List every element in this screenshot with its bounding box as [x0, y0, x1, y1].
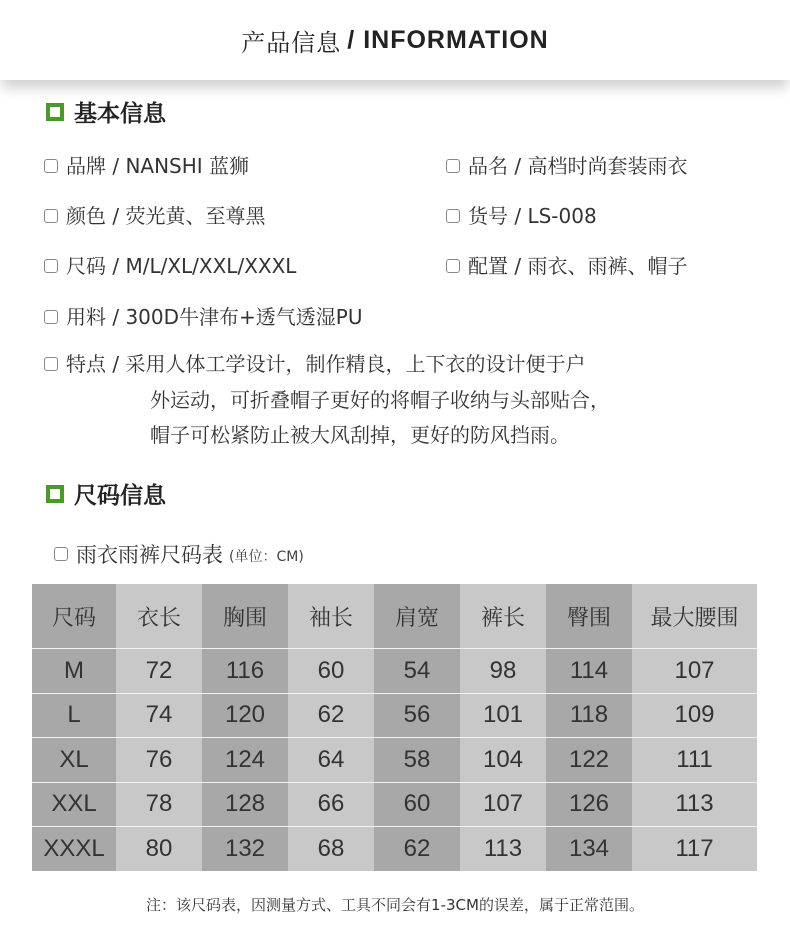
size-info-title: 尺码信息 — [74, 483, 166, 509]
table-row — [32, 826, 757, 871]
table-cell: XL — [32, 738, 116, 782]
checkbox-icon — [44, 357, 58, 371]
features-line-2: 外运动，可折叠帽子更好的将帽子收纳与头部贴合， — [150, 388, 610, 412]
basic-info-title: 基本信息 — [74, 101, 166, 127]
table-cell: 54 — [374, 649, 460, 693]
table-cell: M — [32, 649, 116, 693]
table-header-cell: 胸围 — [202, 584, 288, 648]
checkbox-icon — [44, 159, 58, 173]
table-cell: 72 — [116, 649, 202, 693]
table-cell: 114 — [546, 649, 632, 693]
table-header-cell: 臀围 — [546, 584, 632, 648]
page-header — [0, 0, 790, 80]
table-cell: XXL — [32, 783, 116, 827]
basic-info-heading — [46, 95, 166, 128]
table-row — [32, 648, 757, 693]
info-product-name-text: 品名 / 高档时尚套装雨衣 — [468, 154, 688, 178]
size-chart-unit: (单位：CM) — [229, 549, 304, 565]
table-cell: 74 — [116, 694, 202, 738]
table-cell: 111 — [632, 738, 757, 782]
table-cell: 80 — [116, 827, 202, 871]
size-info-heading — [46, 477, 166, 510]
size-chart-subtitle — [54, 539, 304, 569]
table-cell: 64 — [288, 738, 374, 782]
table-cell: 128 — [202, 783, 288, 827]
table-header-cell: 肩宽 — [374, 584, 460, 648]
info-product-name — [446, 156, 687, 176]
table-cell: 113 — [460, 827, 546, 871]
info-sizes-text: 尺码 / M/L/XL/XXL/XXXL — [66, 254, 297, 278]
table-cell: 56 — [374, 694, 460, 738]
features-line-3: 帽子可松紧防止被大风刮掉，更好的防风挡雨。 — [150, 423, 570, 447]
table-cell: XXXL — [32, 827, 116, 871]
square-bullet-icon — [46, 485, 64, 503]
table-cell: 126 — [546, 783, 632, 827]
table-cell: 76 — [116, 738, 202, 782]
table-cell: 113 — [632, 783, 757, 827]
table-cell: 124 — [202, 738, 288, 782]
table-cell: 120 — [202, 694, 288, 738]
table-cell: 118 — [546, 694, 632, 738]
table-row — [32, 737, 757, 782]
table-header-cell: 袖长 — [288, 584, 374, 648]
table-cell: 104 — [460, 738, 546, 782]
checkbox-icon — [44, 310, 58, 324]
table-header-cell: 尺码 — [32, 584, 116, 648]
table-cell: 109 — [632, 694, 757, 738]
info-item-number-text: 货号 / LS-008 — [468, 204, 597, 228]
header-title-en: / INFORMATION — [347, 25, 549, 54]
checkbox-icon — [44, 209, 58, 223]
table-cell: 117 — [632, 827, 757, 871]
info-item-number — [446, 206, 597, 226]
table-header-row — [32, 584, 757, 648]
info-sizes — [44, 256, 296, 276]
table-cell: 58 — [374, 738, 460, 782]
size-chart-label: 雨衣雨裤尺码表 — [76, 543, 223, 567]
info-features — [44, 354, 585, 374]
header-title-cn: 产品信息 — [241, 28, 342, 57]
table-cell: 62 — [374, 827, 460, 871]
table-cell: 60 — [374, 783, 460, 827]
checkbox-icon — [446, 259, 460, 273]
table-cell: 116 — [202, 649, 288, 693]
checkbox-icon — [446, 159, 460, 173]
info-config — [446, 256, 687, 276]
table-header-cell: 最大腰围 — [632, 584, 757, 648]
size-note: 注：该尺码表，因测量方式、工具不同会有1-3CM的误差，属于正常范围。 — [146, 896, 644, 914]
table-row — [32, 693, 757, 738]
table-cell: 66 — [288, 783, 374, 827]
checkbox-icon — [446, 209, 460, 223]
table-cell: L — [32, 694, 116, 738]
size-table — [32, 584, 757, 877]
square-bullet-icon — [46, 103, 64, 121]
info-color — [44, 206, 265, 226]
table-cell: 132 — [202, 827, 288, 871]
table-cell: 107 — [632, 649, 757, 693]
features-line-1: 特点 / 采用人体工学设计，制作精良，上下衣的设计便于户 — [66, 352, 586, 376]
table-row — [32, 782, 757, 827]
info-material-text: 用料 / 300D牛津布+透气透湿PU — [66, 305, 363, 329]
table-cell: 134 — [546, 827, 632, 871]
table-cell: 98 — [460, 649, 546, 693]
table-header-cell: 衣长 — [116, 584, 202, 648]
table-header-cell: 裤长 — [460, 584, 546, 648]
info-color-text: 颜色 / 荧光黄、至尊黑 — [66, 204, 266, 228]
table-cell: 78 — [116, 783, 202, 827]
info-brand — [44, 156, 249, 176]
table-cell: 122 — [546, 738, 632, 782]
checkbox-icon — [54, 547, 68, 561]
table-cell: 107 — [460, 783, 546, 827]
checkbox-icon — [44, 259, 58, 273]
table-cell: 62 — [288, 694, 374, 738]
table-cell: 60 — [288, 649, 374, 693]
info-material — [44, 307, 362, 327]
table-cell: 101 — [460, 694, 546, 738]
info-config-text: 配置 / 雨衣、雨裤、帽子 — [468, 254, 688, 278]
table-cell: 68 — [288, 827, 374, 871]
info-brand-text: 品牌 / NANSHI 蓝狮 — [66, 154, 250, 178]
